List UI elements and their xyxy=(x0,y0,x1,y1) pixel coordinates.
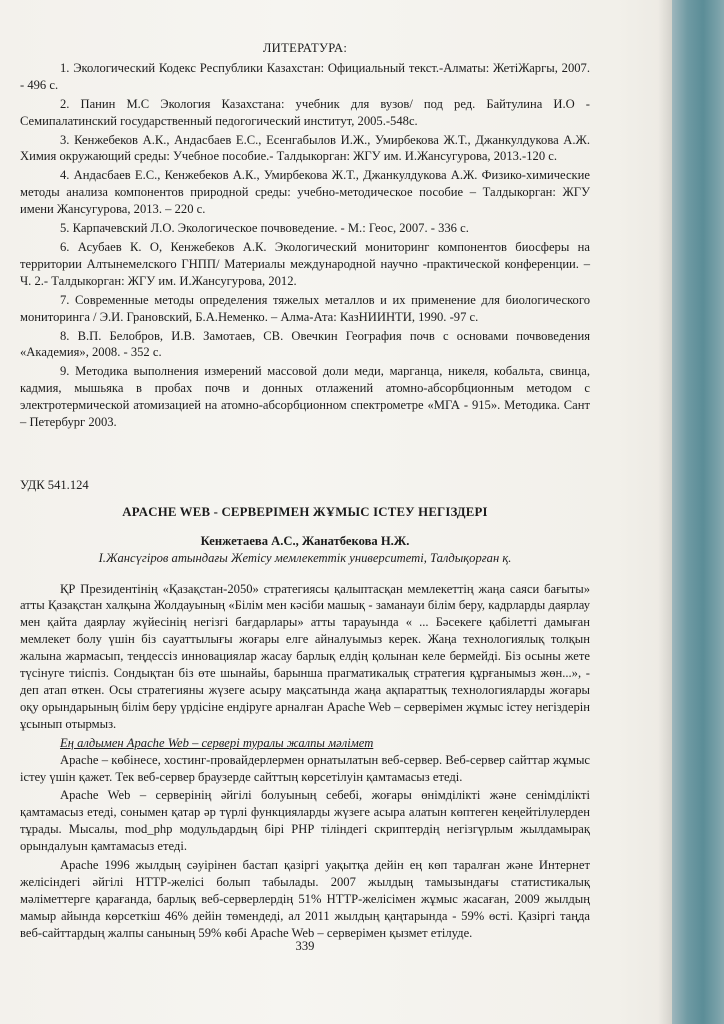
reference-item: 5. Карпачевский Л.О. Экологическое почвоведение. - М.: Геос, 2007. - 336 с. xyxy=(60,221,469,236)
reference-item: 2. Панин М.С Экология Казахстана: учебник для вузов/ под ред. Байтулина И.О - Семипалатинский государственный педогогический институт, 2005.-548с. xyxy=(20,96,590,128)
reference-item: 9. Методика выполнения измерений массовой доли меди, марганца, никеля, кобальта, свинца, кадмия, мышьяка в пробах почв и донных отлажений атомно-абсорбционным методом с электротермической атомизацией на атомно-абсорбционном спектрометре «МГА - 915». Методика. Сант – Петербург 2003. xyxy=(20,364,590,430)
body-paragraph: Apache 1996 жылдың сәуірінен бастап қазіргі уақытқа дейін ең көп таралған және Интернет желісіндегі әйгілі HTTP-желісі болып табылады. 2007 жылдың тамызындағы статистикалық мәліметтерге қарағанда, барлық веб-серверлердің 51% HTTP-желісімен жұмыс жасаған, 2009 жылдың мамыр айында көрсеткіш 46% дейін төмендеді, ал 2011 жылдың қаңтарында - 59% өсті. Қазіргі таңда веб-сайттардың жалпы санының 59% көбі Apache Web – серверімен қызмет етілуде. xyxy=(20,858,590,940)
reference-item: 4. Андасбаев Е.С., Кенжебеков А.К., Умирбекова Ж.Т., Джанкулдукова А.Ж. Физико-химические методы анализа компонентов природной среды: учебно-методическое пособие – Талдыкорган: ЖГУ имени Жансугурова, 2013. – 220 с. xyxy=(20,168,590,217)
reference-item: 1. Экологический Кодекс Республики Казахстан: Официальный текст.-Алматы: ЖетiЖаргы, 2007. - 496 с. xyxy=(20,60,590,92)
body-paragraph: Apache Web – серверінің әйгілі болуының себебі, жоғары өнімділікті және сенімділікті қамтамасыз етеді, сонымен қатар әр түрлі функцияларды жүзеге асыра алатын көптеген кеңейтілулерден тұрады. Мысалы, mod_php модульдардың бірі PHP тіліндегі скриптердің негізгүрлым жылдамырақ орындалуын қамтамасыз етеді. xyxy=(20,788,590,854)
page-edge-shadow xyxy=(658,0,672,1024)
article-authors: Кенжетаева А.С., Жанатбекова Н.Ж. xyxy=(200,533,410,548)
article-affiliation: І.Жансүгіров атындағы Жетісу мемлекеттік университеті, Талдықорған қ. xyxy=(98,550,512,565)
article-title: APACHE WEB - СЕРВЕРІМЕН ЖҰМЫС ІСТЕУ НЕГІЗДЕРІ xyxy=(122,504,488,519)
udk-code: УДК 541.124 xyxy=(20,477,89,492)
reference-item: 6. Асубаев К. О, Кенжебеков А.К. Экологический мониторинг компонентов биосферы на территории Алтынемелского ГНПП/ Материалы международной научно -практической конференции. – Ч. 2.- Талдыкорган: ЖГУ им. И.Жансугурова, 2012. xyxy=(20,239,590,288)
section-subheading: Ең алдымен Apache Web – сервері туралы жалпы мәлімет xyxy=(60,735,374,750)
reference-item: 7. Современные методы определения тяжелых металлов и их применение для биологического мониторинга / Э.И. Грановский, Б.А.Неменко. – Алма-Ата: КазНИИНТИ, 1990. -97 с. xyxy=(20,292,590,324)
page-body xyxy=(20,40,590,944)
body-paragraph: Apache – көбінесе, хостинг-провайдерлермен орнатылатын веб-сервер. Веб-сервер сайттар жұмыс істеу үшін қажет. Тек веб-сервер браузерде сайттың көрсетілуін қамтамасыз етеді. xyxy=(20,752,590,784)
book-edge xyxy=(672,0,724,1024)
reference-item: 8. В.П. Белобров, И.В. Замотаев, СВ. Овечкин География почв с основами почвоведения «Академия», 2008. - 352 с. xyxy=(20,328,590,360)
intro-paragraph: ҚР Президентінің «Қазақстан-2050» стратегиясы қалыптасқан мемлекеттің жаңа саяси бағыты» атты Қазақстан халқына Жолдауының «Білім мен кәсіби машық - заманауи білім беру, кадрларды даярлау мен қайта даярлау жүйесінің негізгі бағдарлары» атты тарауында « ... Бәсекеге қабілетті дамыған мемлекет болу үшін біз сауаттылығы жоғары елге айналуымыз керек. Жаңа технологиялық толқын жалына жармасып, теңдессіз инновациялар жасау барлық елдің қолынан келе бермейді. Біз осыны жете түсінуге тиіспіз. Сондықтан біз өте шынайы, барынша прагматикалық стратегия құрғанымыз жөн...», - деп атап өткен. Осы стратегияны жүзеге асыру мақсатында жаңа ақпараттық технологияларды жоғары оқу орындарының білім беру үрдісіне ендіруге арналған Apache Web – серверімен жұмыс істеу негіздерін ұсынып отырмыз. xyxy=(20,581,590,731)
references-title: ЛИТЕРАТУРА: xyxy=(262,41,348,55)
reference-item: 3. Кенжебеков А.К., Андасбаев Е.С., Есенгабылов И.Ж., Умирбекова Ж.Т., Джанкулдукова А.Ж. Химия окружающий среды: Учебное пособие.- Талдыкорган: ЖГУ им. И.Жансугурова, 2013.-120 с. xyxy=(20,132,590,164)
page-number: 339 xyxy=(295,939,315,953)
